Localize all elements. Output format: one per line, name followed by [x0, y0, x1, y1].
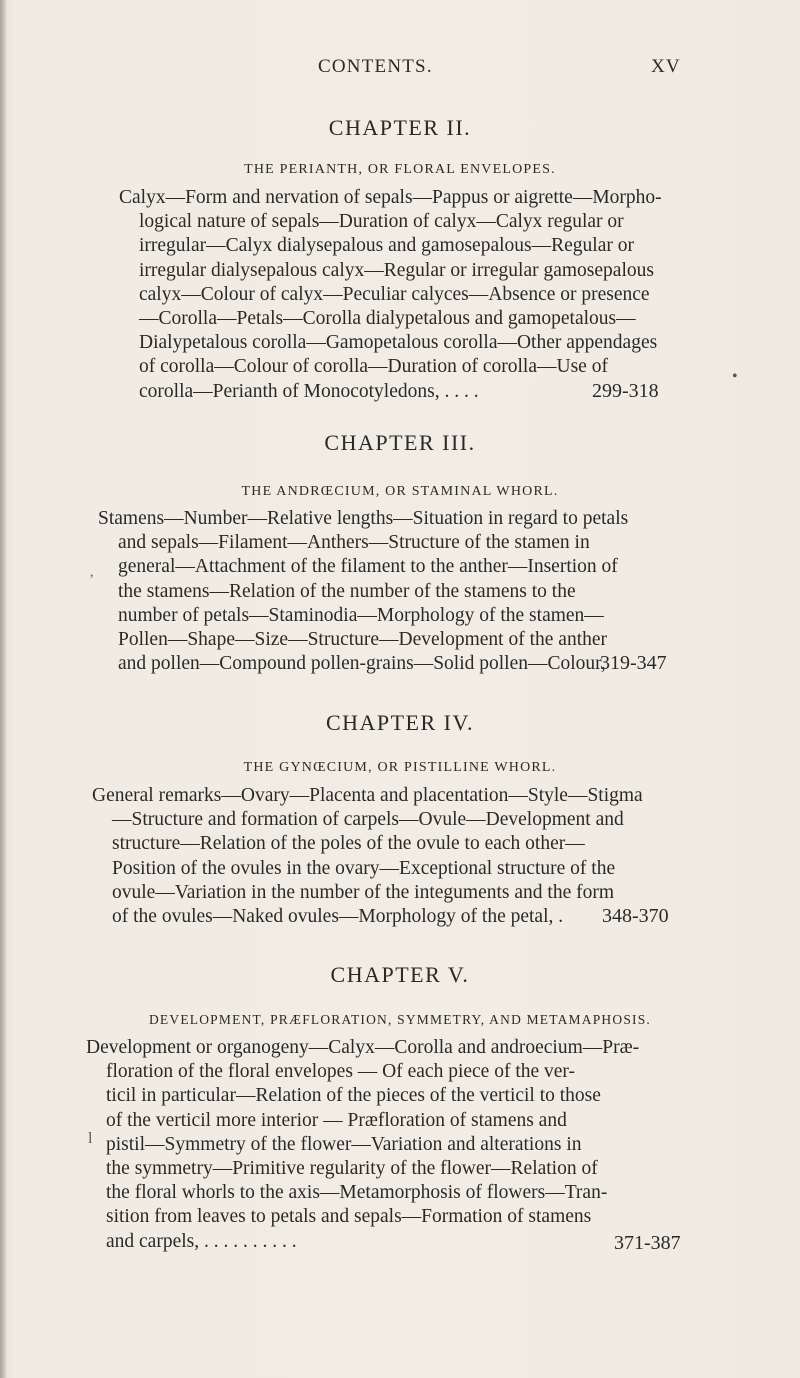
summary-line: corolla—Perianth of Monocotyledons, . . . .: [139, 380, 479, 402]
summary-line: General remarks—Ovary—Placenta and placentation—Style—Stigma: [92, 785, 643, 806]
summary-line: Pollen—Shape—Size—Structure—Development of the anther: [118, 628, 608, 650]
margin-bracket-mark: l: [88, 1130, 93, 1147]
summary-line: Calyx—Form and nervation of sepals—Pappus or aigrette—Morpho-: [119, 187, 662, 208]
summary-line: structure—Relation of the poles of the ovule to each other—: [112, 833, 585, 855]
summary-line: and sepals—Filament—Anthers—Structure of the stamen in: [118, 532, 590, 554]
page-range: 299-318: [592, 380, 659, 402]
chapter-subtitle: THE ANDRŒCIUM, OR STAMINAL WHORL.: [241, 484, 559, 499]
summary-line: pistil—Symmetry of the flower—Variation and alterations in: [106, 1133, 582, 1155]
summary-line: the symmetry—Primitive regularity of the flower—Relation of: [106, 1157, 598, 1179]
chapter-summary: [92, 784, 643, 929]
chapter-summary: [86, 1036, 639, 1254]
chapter-summary: [98, 507, 628, 676]
running-head-page-number: XV: [651, 56, 681, 77]
summary-line: —Structure and formation of carpels—Ovule—Development and: [112, 809, 624, 831]
summary-line: sition from leaves to petals and sepals—Formation of stamens: [106, 1206, 592, 1228]
page-range: 371-387: [614, 1232, 681, 1254]
summary-line: Dialypetalous corolla—Gamopetalous corolla—Other appendages: [139, 332, 658, 354]
page-range: 348-370: [602, 905, 669, 927]
margin-comma-mark: ,: [90, 565, 94, 580]
chapter-heading: CHAPTER II.: [328, 115, 472, 140]
summary-line: of corolla—Colour of corolla—Duration of corolla—Use of: [139, 356, 608, 378]
summary-line: irregular—Calyx dialysepalous and gamosepalous—Regular or: [139, 235, 634, 257]
summary-line: and carpels, . . . . . . . . . .: [106, 1230, 297, 1252]
margin-bullet-mark: •: [732, 368, 738, 385]
summary-line: number of petals—Staminodia—Morphology of the stamen—: [118, 604, 604, 626]
summary-line: Development or organogeny—Calyx—Corolla and androecium—Præ-: [86, 1037, 640, 1058]
summary-line: ticil in particular—Relation of the pieces of the verticil to those: [106, 1085, 601, 1107]
running-head-title: CONTENTS.: [318, 56, 433, 77]
summary-line: of the verticil more interior — Præfloration of stamens and: [106, 1109, 567, 1131]
chapter-heading: CHAPTER V.: [330, 962, 470, 987]
summary-line: Stamens—Number—Relative lengths—Situation in regard to petals: [98, 508, 629, 529]
summary-line: Position of the ovules in the ovary—Exceptional structure of the: [112, 857, 616, 879]
summary-line: the stamens—Relation of the number of the stamens to the: [118, 580, 576, 602]
page-range: 319-347: [600, 652, 667, 674]
summary-line: the floral whorls to the axis—Metamorphosis of flowers—Tran-: [106, 1182, 608, 1204]
running-head: [0, 50, 800, 80]
spine-shadow: [0, 0, 6, 1378]
chapter-heading: CHAPTER IV.: [325, 710, 475, 735]
chapter-subtitle: THE GYNŒCIUM, OR PISTILLINE WHORL.: [243, 760, 557, 775]
summary-line: irregular dialysepalous calyx—Regular or irregular gamosepalous: [139, 259, 654, 281]
chapter-subtitle: DEVELOPMENT, PRÆFLORATION, SYMMETRY, AND METAMAPHOSIS.: [148, 1012, 652, 1027]
summary-line: floration of the floral envelopes — Of each piece of the ver-: [106, 1061, 576, 1083]
chapter-subtitle: THE PERIANTH, OR FLORAL ENVELOPES.: [244, 162, 556, 177]
summary-line: of the ovules—Naked ovules—Morphology of the petal, .: [112, 905, 564, 927]
summary-line: logical nature of sepals—Duration of calyx—Calyx regular or: [139, 211, 624, 233]
chapter-heading: CHAPTER III.: [324, 430, 476, 455]
summary-line: ovule—Variation in the number of the integuments and the form: [112, 881, 615, 903]
summary-line: calyx—Colour of calyx—Peculiar calyces—Absence or presence: [139, 283, 650, 305]
chapter-summary: [119, 186, 662, 404]
summary-line: general—Attachment of the filament to the anther—Insertion of: [118, 556, 618, 578]
summary-line: —Corolla—Petals—Corolla dialypetalous and gamopetalous—: [139, 307, 636, 329]
summary-line: and pollen—Compound pollen-grains—Solid pollen—Colour,: [118, 653, 606, 675]
